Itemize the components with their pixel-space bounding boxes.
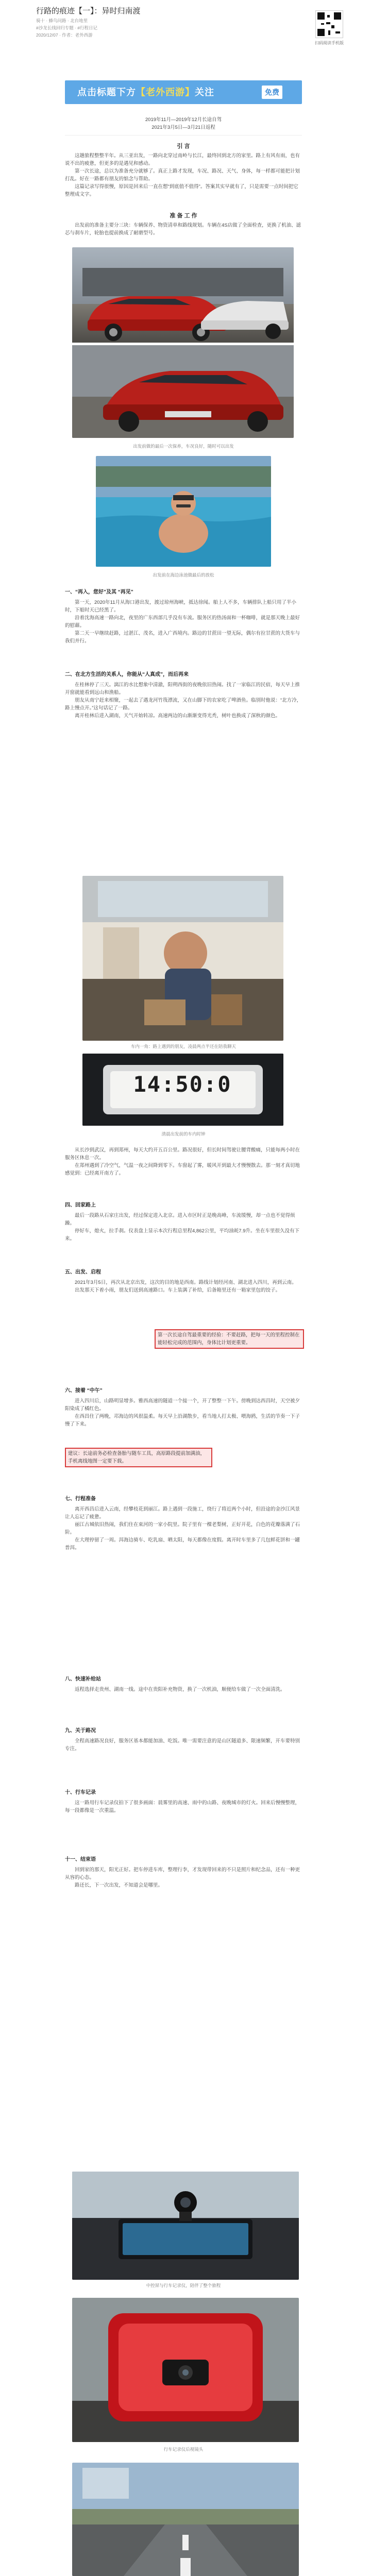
road-image	[72, 2463, 299, 2576]
car-caption: 出发前做的最后一次保养，车况良好，随时可以出发	[133, 444, 234, 449]
section-7-body	[65, 1505, 302, 1552]
preface-title: 引 言	[177, 143, 190, 149]
cabin-image	[82, 876, 283, 1041]
paragraph: 在郑州遇到了冷空气，气温一夜之间降到零下。车窗起了雾，暖风开到最大才慢慢散去。那一刻才真切地感觉到：已经离开南方了。	[65, 1163, 300, 1176]
preface-body	[65, 152, 302, 198]
cabin-photo	[82, 876, 283, 1041]
highlight-note-2: 建议：长途前务必检查备胎与随车工具，高原路段提前加满油，手机离线地图一定要下载。	[65, 1448, 212, 1467]
section-11-title: 十一、结束语	[65, 1857, 96, 1862]
paragraph: 离开西昌后进入云南，经攀枝花到丽江。路上遇到一段施工，绕行了将近两个小时，但沿途的金沙江风景让人忘记了疲惫。	[65, 1506, 300, 1520]
banner-account: 【老外西游】	[136, 87, 195, 97]
paragraph: 在西昌住了两晚，邛海边的风很温柔。每天早上沿湖散步，看当地人打太极、喂海鸥，生活的节奏一下子慢了下来。	[65, 1414, 300, 1427]
clock-caption: 清晨出发前的车内时钟	[161, 1131, 206, 1137]
paragraph: 出发那天下着小雨，朋友们送到高速路口。车上装满了补给，后备箱里还有一箱家里包的饺子。	[75, 1287, 281, 1293]
road-photo	[72, 2463, 299, 2576]
paragraph: 第一天，2020年11月从海口港出发，渡过琼州海峡，抵达徐闻。船上人不多，车辆排队上船只用了半小时，下船时天已经黑了。	[65, 600, 296, 613]
section-9-body	[65, 1737, 302, 1753]
paragraph: 这篇记录写得很慢，原因是回来后一直在想“到底值不值得”。答案其实早就有了，只是需要一点时间把它整理成文字。	[65, 184, 298, 197]
section-11-body	[65, 1866, 302, 1889]
qr-code	[315, 10, 343, 38]
trip-date-2: 2021年3月5日—3月21日返程	[151, 125, 215, 130]
article-title: 行路的痕迹【一】：异时归南渡	[36, 7, 141, 15]
highlight-note-1: 第一次长途自驾最重要的经验：不要赶路，把每一天的里程控制在能轻松完成的范围内，身体比计划更重要。	[155, 1329, 304, 1349]
dashboard-image	[72, 2172, 299, 2280]
paragraph: 路还长，下一次出发，不知道会是哪里。	[75, 1883, 163, 1888]
rear-camera-image	[72, 2298, 299, 2442]
banner-prefix: 点击标题下方	[77, 87, 136, 97]
paragraph: 从长沙到武汉，再到郑州，每天大约开五百公里。路况很好，但长时间驾驶让腰背酸痛，只能每两小时在服务区休息一次。	[65, 1147, 300, 1161]
banner-suffix: 关注	[195, 87, 214, 97]
paragraph: 沿着沈海高速一路向北，夜里的广东西部几乎没有车流。服务区的热汤面和一杯咖啡，就是那天晚上最好的慰藉。	[65, 615, 300, 629]
section-8-body	[65, 1686, 302, 1693]
clock-reading: 14:50:0	[133, 1072, 232, 1097]
section-2-body	[65, 681, 302, 720]
paragraph: 出发前的准备主要分三块：车辆保养、物资清单和路线规划。车辆在4S店做了全面检查，更换了机油、滤芯与刹车片，轮胎也提前换成了耐磨型号。	[65, 223, 301, 236]
camera-photo	[72, 2298, 299, 2442]
prep-title: 准 备 工 作	[170, 213, 197, 219]
section-4-body	[65, 1212, 302, 1243]
paragraph: 最后一段路从石家庄出发，经过保定进入北京。进入市区时正是晚高峰，车流缓慢，却一点也不觉得烦躁。	[65, 1213, 295, 1226]
author-line[interactable]: 骑十 · 蜂鸟问路 · 北台地里	[36, 18, 88, 23]
paragraph: 在桂林停了三天。漓江的水比想象中清澈，阳朔西街的夜晚依旧热闹。找了一家临江的民宿，每天早上推开窗就能看到远山和渔船。	[65, 682, 300, 696]
paragraph: 朋友从南宁赶来相聚，一起去了遇龙河竹筏漂流，又在山脚下的农家吃了啤酒鱼。临别时他说：“北方冷，路上慢点开。”这句话记了一路。	[65, 698, 302, 711]
paragraph: 全程高速路况良好，服务区基本都能加油、吃饭。唯一需要注意的是山区隧道多、限速频繁，开车要特别专注。	[65, 1738, 300, 1752]
paragraph: 回到家的那天，阳光正好。把车停进车库，整理行李，才发现带回来的不只是照片和纪念品，还有一种更从容的心态。	[65, 1867, 300, 1880]
topic-line[interactable]: #沙龙长线回归专题 · #行程日记	[36, 25, 98, 30]
paragraph: 进入四川后，山路明显增多。雅西高速的隧道一个接一个，开了整整一下午。傍晚到达西昌时，天空被夕阳染成了橘红色。	[65, 1398, 300, 1412]
trip-dates	[65, 116, 302, 131]
follow-button[interactable]: 免费	[262, 86, 282, 99]
paragraph: 离开桂林后进入湖南，天气开始转凉。高速两边的山渐渐变得光秃，树叶也换成了深秋的颜色。	[75, 713, 281, 719]
section-8-title: 八、快速补给站	[65, 1676, 101, 1682]
section-3-body	[65, 1146, 302, 1177]
section-10-body	[65, 1799, 302, 1815]
section-2-title: 二、在北方生活的关系人，你能从“人真成”，而后再来	[65, 672, 189, 677]
trip-date-1: 2019年11月—2019年12月长途自驾	[145, 117, 222, 123]
section-1-title: 一、“再入，您好”及其 “再见”	[65, 589, 133, 595]
section-7-title: 七、行程准备	[65, 1496, 96, 1502]
paragraph: 丽江古城依旧热闹，我们住在束河的一家小院里。院子里有一棵老梨树，正好开花，白色的花瓣落满了石阶。	[65, 1522, 300, 1535]
section-10-title: 十、行车记录	[65, 1790, 96, 1795]
paragraph: 返程选择走贵州、湖南一线。途中在贵阳补充物资，换了一次机油，顺便给车做了一次全面清洗。	[75, 1687, 285, 1692]
paragraph: 在大理停留了一周。洱海边骑车、吃乳扇、晒太阳，每天都像在度假。离开时车里多了几包鲜花饼和一罐普洱。	[65, 1537, 300, 1551]
paragraph: 这趟旅程整整半年。从三亚出发，一路向北穿过南岭与长江，最终回到北方的家里。路上有风有雨，也有说不出的疲惫，但更多的是遇见和感动。	[65, 153, 300, 166]
section-4-title: 四、回家路上	[65, 1202, 96, 1208]
pool-caption: 出发前在海边泳池做最后的放松	[153, 572, 214, 578]
section-6-title: 六、接着 “中午”	[65, 1388, 103, 1394]
dashboard-photo	[72, 2172, 299, 2280]
section-1-body	[65, 599, 302, 645]
pool-photo	[96, 456, 271, 567]
pool-image	[96, 456, 271, 567]
section-5-title: 五、出发、启程	[65, 1269, 101, 1275]
paragraph: 第二天一早继续赶路，过湛江、茂名，进入广西境内。路边的甘蔗田一望无际，偶尔有拉甘蔗的大货车与我们并行。	[65, 631, 300, 644]
paragraph: 这一路用行车记录仪拍下了很多画面：晨雾里的高速、雨中的山路、夜晚城市的灯火。回来后慢慢整理，每一段都像是一次重温。	[65, 1800, 300, 1814]
section-5-body	[65, 1279, 302, 1294]
dash-caption: 中控屏与行车记录仪，陪伴了整个旅程	[146, 2283, 221, 2288]
date-line: 2020/12/07 · 作者：老外西游	[36, 32, 93, 38]
paragraph: 停好车，熄火，拉手刹。仪表盘上显示本次行程总里程4,862公里，平均油耗7.9升。坐在车里很久没有下来。	[65, 1228, 299, 1242]
section-9-title: 九、关于路况	[65, 1728, 96, 1734]
paragraph: 2021年3月5日，再次从北京出发，这次的目的地是西南。路线计划经河南、湖北进入四川，再到云南。	[75, 1280, 297, 1285]
prep-body	[65, 222, 302, 237]
banner-text	[77, 85, 214, 98]
qr-caption: 扫码阅读手机版	[315, 41, 344, 45]
paragraph: 第一次长途，总以为准备充分就够了。真正上路才发现，车况、路况、天气、身体，每一样都可能把计划打乱。好在一路都有朋友的惦念与帮助。	[65, 168, 300, 182]
red-cars-image	[72, 247, 294, 438]
car-photo	[72, 247, 294, 438]
camera-caption: 行车记录仪后视镜头	[163, 2447, 204, 2452]
cabin-caption: 车内一角：路上遇到的朋友，凌晨两点半还在陪我聊天	[130, 1044, 236, 1049]
section-6-body	[65, 1397, 302, 1428]
